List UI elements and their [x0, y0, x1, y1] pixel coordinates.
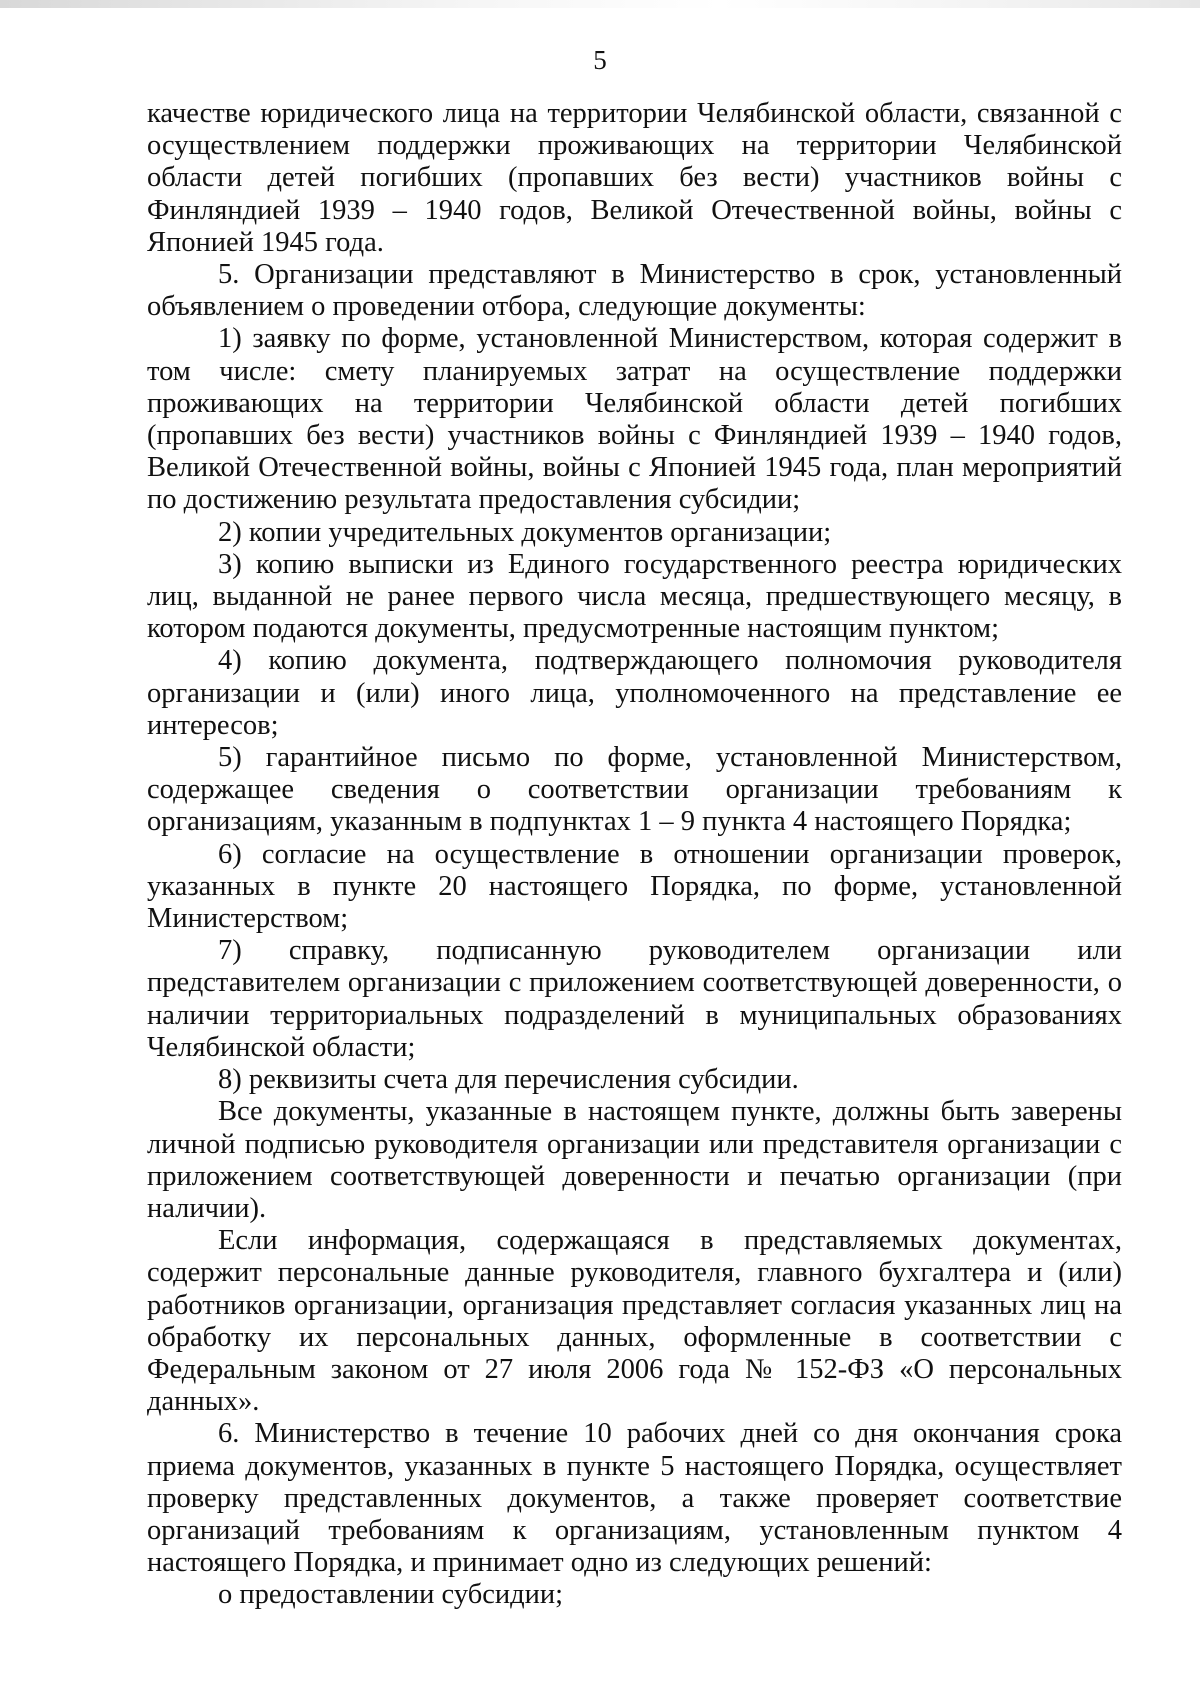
paragraph: Все документы, указанные в настоящем пункте, должны быть заверены личной подписью руководителя организации или представителя организации с приложением соответствующей доверенности и печатью организации (при наличии). — [147, 1096, 1122, 1224]
paragraph: качестве юридического лица на территории Челябинской области, связанной с осуществлением поддержки проживающих на территории Челябинской области детей погибших (пропавших без вести) участников войны с Финляндией 1939 – 1940 годов, Великой Отечественной войны, войны с Японией 1945 года. — [147, 98, 1122, 258]
page-number: 5 — [593, 45, 607, 75]
paragraph: 5) гарантийное письмо по форме, установленной Министерством, содержащее сведения о соответствии организации требованиям к организациям, указанным в подпунктах 1 – 9 пункта 4 настоящего Порядка; — [147, 742, 1122, 838]
paragraph: 2) копии учредительных документов организации; — [218, 516, 832, 548]
paragraph: Если информация, содержащаяся в представляемых документах, содержит персональные данные руководителя, главного бухгалтера и (или) работников организации, организация представляет согласия указанных лиц на обработку их персональных данных, оформленные в соответствии с Федеральным законом от 27 июля 2006 года № 152-ФЗ «О персональных данных». — [147, 1225, 1122, 1418]
document-body — [147, 98, 1122, 1612]
paragraph: 3) копию выписки из Единого государственного реестра юридических лиц, выданной не ранее первого числа месяца, предшествующего месяцу, в котором подаются документы, предусмотренные настоящим пунктом; — [147, 548, 1122, 645]
paragraph: 5. Организации представляют в Министерство в срок, установленный объявлением о проведении отбора, следующие документы: — [147, 259, 1122, 323]
paragraph: о предоставлении субсидии; — [218, 1579, 564, 1611]
paragraph: 8) реквизиты счета для перечисления субсидии. — [218, 1064, 799, 1096]
paragraph: 4) копию документа, подтверждающего полномочия руководителя организации и (или) иного лица, уполномоченного на представление ее интересов; — [147, 645, 1122, 741]
paragraph: 6. Министерство в течение 10 рабочих дней со дня окончания срока приема документов, указанных в пункте 5 настоящего Порядка, осуществляет проверку представленных документов, а также проверяет соответствие организаций требованиям к организациям, установленным пунктом 4 настоящего Порядка, и принимает одно из следующих решений: — [147, 1418, 1122, 1579]
paragraph: 6) согласие на осуществление в отношении организации проверок, указанных в пункте 20 настоящего Порядка, по форме, установленной Министерством; — [147, 838, 1122, 935]
paragraph: 7) справку, подписанную руководителем организации или представителем организации с приложением соответствующей доверенности, о наличии территориальных подразделений в муниципальных образованиях Челябинской области; — [147, 935, 1122, 1063]
paragraph: 1) заявку по форме, установленной Министерством, которая содержит в том числе: смету планируемых затрат на осуществление поддержки проживающих на территории Челябинской области детей погибших (пропавших без вести) участников войны с Финляндией 1939 – 1940 годов, Великой Отечественной войны, войны с Японией 1945 года, план мероприятий по достижению результата предоставления субсидии; — [147, 323, 1122, 516]
